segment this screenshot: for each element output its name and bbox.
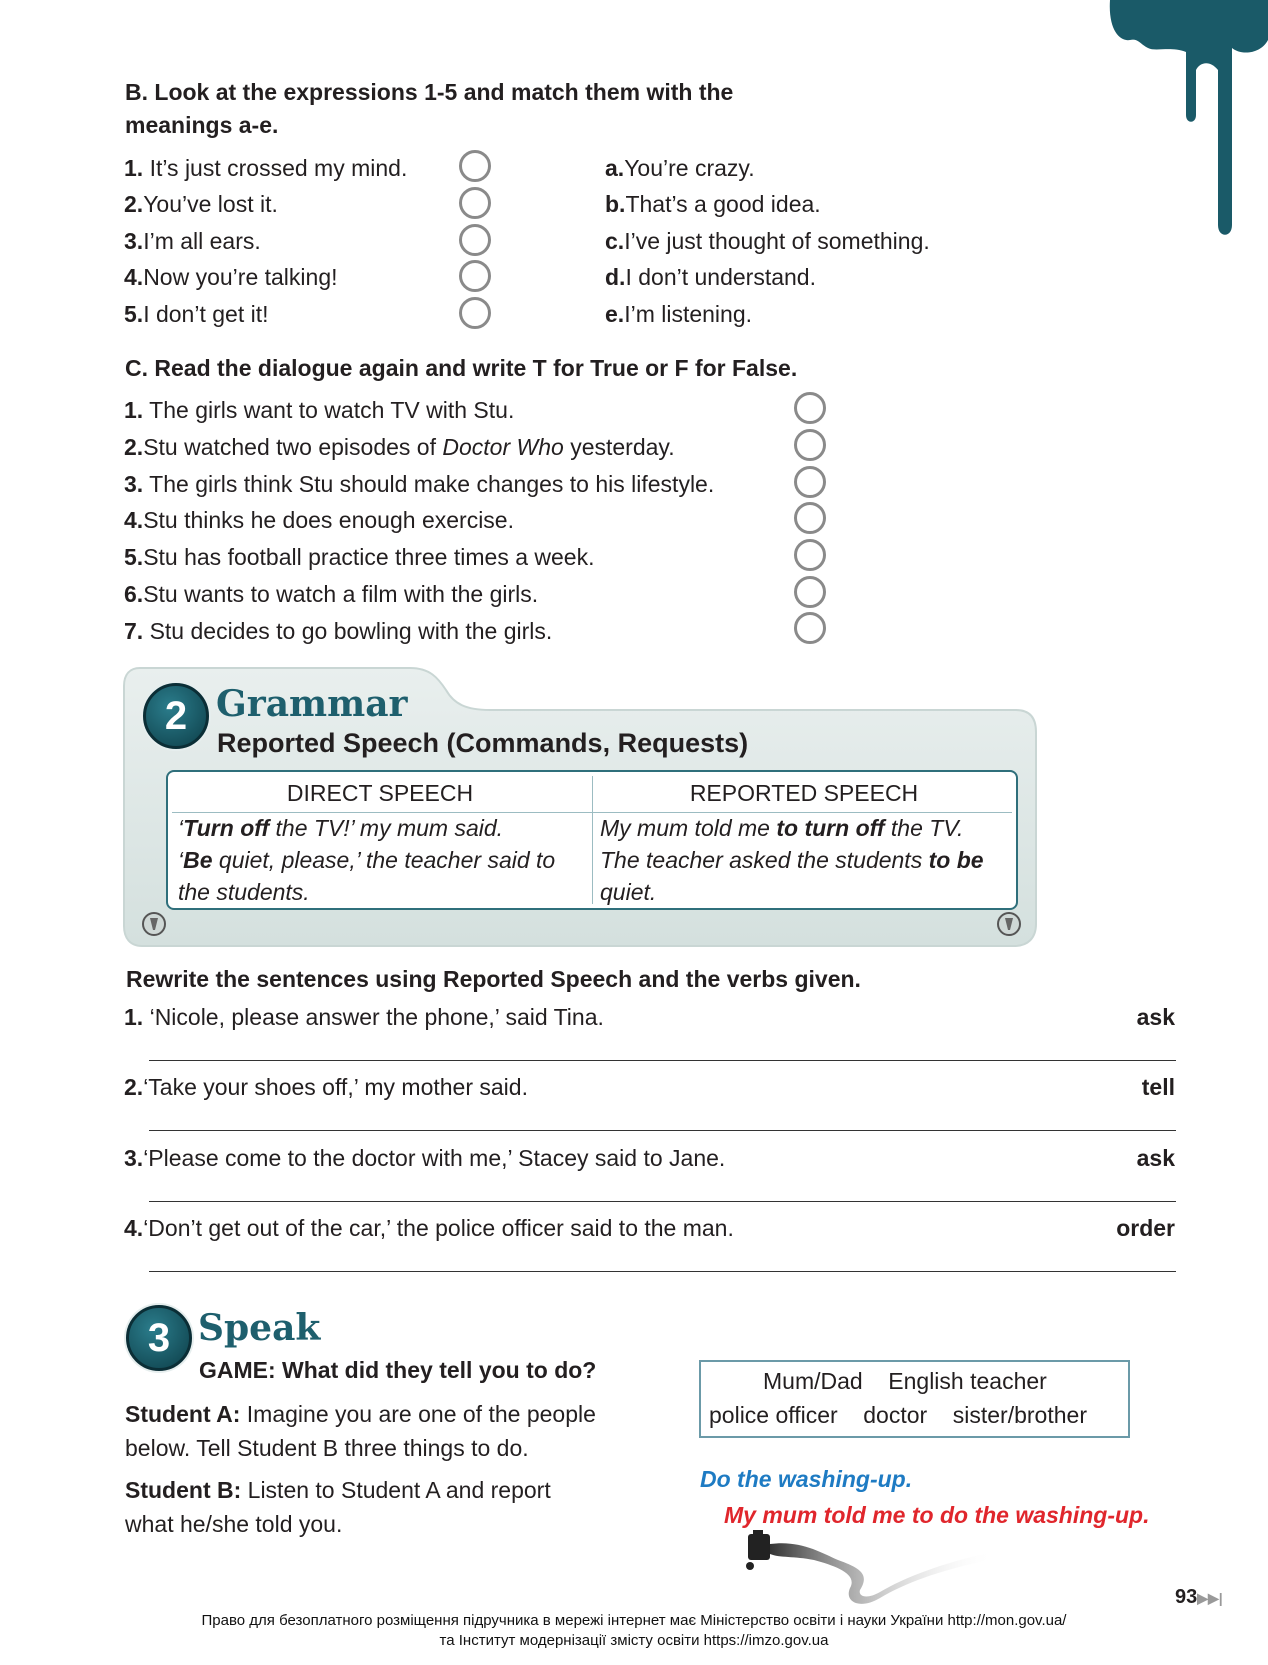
statement-number: 4.	[124, 507, 144, 533]
rewrite-verb: tell	[1141, 1074, 1175, 1100]
highlighted-verb: Be	[183, 847, 213, 873]
rewrite-number: 4.	[124, 1215, 144, 1241]
example-command: Do the washing-up.	[700, 1466, 913, 1492]
reported-speech-example-1	[600, 812, 963, 844]
expression-item	[124, 264, 338, 291]
roles-row-2	[709, 1402, 1087, 1429]
roles-row-1	[763, 1368, 1047, 1395]
rewrite-number: 1.	[124, 1004, 144, 1030]
example-reported: My mum told me to do the washing-up.	[724, 1502, 1150, 1528]
answer-circle[interactable]	[459, 224, 491, 256]
answer-circle[interactable]	[794, 429, 826, 461]
reported-speech-example-2	[600, 844, 984, 908]
role-item: English teacher	[888, 1368, 1047, 1394]
meaning-item	[605, 301, 752, 328]
statement-number: 1.	[124, 397, 144, 423]
statement-number: 7.	[124, 618, 144, 644]
answer-circle[interactable]	[794, 502, 826, 534]
grammar-subtitle: Reported Speech (Commands, Requests)	[217, 728, 749, 758]
student-b-text-line2: what he/she told you.	[125, 1511, 343, 1537]
expression-number: 1.	[124, 155, 144, 181]
statement-title-italic: Doctor Who	[442, 434, 564, 460]
statement-item	[124, 397, 514, 424]
statement-text-after: yesterday.	[563, 434, 675, 460]
student-b-text: Listen to Student A and report	[241, 1477, 551, 1503]
expression-text: You’ve lost it.	[143, 191, 278, 217]
direct-speech-header: DIRECT SPEECH	[286, 780, 474, 806]
rewrite-item	[124, 1215, 734, 1242]
roles-box	[699, 1360, 1130, 1438]
statement-text: Stu wants to watch a film with the girls.	[143, 581, 539, 607]
meaning-text: I’m listening.	[624, 301, 753, 327]
answer-line[interactable]	[149, 1060, 1176, 1061]
student-a-label: Student A:	[125, 1401, 241, 1427]
rewrite-sentence: ‘Nicole, please answer the phone,’ said Tina.	[149, 1004, 604, 1030]
role-item: sister/brother	[952, 1402, 1087, 1428]
student-b-instruction	[125, 1473, 645, 1541]
meaning-letter: b.	[605, 191, 626, 217]
expression-number: 2.	[124, 191, 144, 217]
pushpin-icon	[141, 911, 167, 937]
rewrite-sentence: ‘Don’t get out of the car,’ the police officer said to the man.	[143, 1215, 734, 1241]
statement-item	[124, 434, 675, 461]
statement-text: The girls want to watch TV with Stu.	[149, 397, 515, 423]
answer-circle[interactable]	[794, 612, 826, 644]
meaning-item	[605, 228, 930, 255]
role-item: Mum/Dad	[763, 1368, 863, 1394]
answer-line[interactable]	[149, 1201, 1176, 1202]
highlighted-verb: to be	[928, 847, 984, 873]
highlighted-verb: Turn off	[183, 815, 270, 841]
rewrite-sentence: ‘Please come to the doctor with me,’ Stacey said to Jane.	[143, 1145, 726, 1171]
answer-circle[interactable]	[459, 150, 491, 182]
paint-drip-decoration	[1100, 0, 1268, 240]
answer-line[interactable]	[149, 1130, 1176, 1131]
expression-text: It’s just crossed my mind.	[149, 155, 408, 181]
section-c-heading: C. Read the dialogue again and write T for True or F for False.	[125, 355, 798, 381]
expression-number: 4.	[124, 264, 144, 290]
meaning-text: I’ve just thought of something.	[624, 228, 930, 254]
quote-open: ‘	[178, 847, 184, 873]
rewrite-verb: order	[1116, 1215, 1175, 1241]
rewrite-heading: Rewrite the sentences using Reported Speech and the verbs given.	[126, 966, 861, 992]
section-b-heading-line1: B. Look at the expressions 1-5 and match them with the	[125, 79, 734, 105]
meaning-text: That’s a good idea.	[625, 191, 821, 217]
statement-text: Stu decides to go bowling with the girls.	[149, 618, 553, 644]
answer-circle[interactable]	[794, 392, 826, 424]
highlighted-verb: to turn off	[776, 815, 885, 841]
quote-open: ‘	[178, 815, 184, 841]
expression-item	[124, 301, 269, 328]
pushpin-icon	[996, 911, 1022, 937]
section-b-heading	[125, 76, 733, 142]
answer-line[interactable]	[149, 1271, 1176, 1272]
meaning-item	[605, 155, 755, 182]
statement-number: 3.	[124, 471, 144, 497]
meaning-letter: e.	[605, 301, 625, 327]
rewrite-verb: ask	[1136, 1145, 1175, 1171]
answer-circle[interactable]	[459, 187, 491, 219]
rewrite-item	[124, 1145, 725, 1172]
expression-number: 5.	[124, 301, 144, 327]
statement-number: 2.	[124, 434, 144, 460]
answer-circle[interactable]	[459, 297, 491, 329]
speak-game-title: GAME: What did they tell you to do?	[199, 1357, 597, 1383]
expression-item	[124, 191, 278, 218]
rewrite-sentence: ‘Take your shoes off,’ my mother said.	[143, 1074, 528, 1100]
answer-circle[interactable]	[794, 576, 826, 608]
meaning-letter: a.	[605, 155, 625, 181]
statement-item	[124, 471, 714, 498]
example-start: The teacher asked the students	[600, 847, 929, 873]
example-line2: quiet.	[600, 879, 657, 905]
page-number	[1175, 1586, 1223, 1609]
student-a-text-line2: below. Tell Student B three things to do.	[125, 1435, 529, 1461]
meaning-letter: d.	[605, 264, 626, 290]
rewrite-verb: ask	[1136, 1004, 1175, 1030]
meaning-text: You’re crazy.	[624, 155, 755, 181]
footer-line-1: Право для безоплатного розміщення підручника в мережі інтернет має Міністерство освіти і науки України http://mon.gov.ua/	[201, 1612, 1067, 1629]
speak-title: Speak	[198, 1307, 321, 1349]
answer-circle[interactable]	[794, 466, 826, 498]
statement-item	[124, 581, 538, 608]
expression-text: I don’t get it!	[143, 301, 269, 327]
role-item: doctor	[863, 1402, 928, 1428]
student-a-text: Imagine you are one of the people	[240, 1401, 596, 1427]
page-number-value: 93	[1175, 1586, 1198, 1608]
rewrite-number: 2.	[124, 1074, 144, 1100]
role-item: police officer	[709, 1402, 838, 1428]
expression-item	[124, 228, 261, 255]
student-b-label: Student B:	[125, 1477, 242, 1503]
student-a-instruction	[125, 1397, 645, 1465]
expression-text: Now you’re talking!	[143, 264, 338, 290]
statement-item	[124, 507, 514, 534]
meaning-text: I don’t understand.	[625, 264, 816, 290]
grammar-section-number-badge: 2	[143, 683, 209, 749]
example-rest: the TV!’ my mum said.	[269, 815, 504, 841]
example-start: My mum told me	[600, 815, 777, 841]
rewrite-number: 3.	[124, 1145, 144, 1171]
section-b-heading-line2: meanings a-e.	[125, 112, 279, 138]
statement-number: 6.	[124, 581, 144, 607]
grammar-table	[166, 770, 1018, 910]
statement-item	[124, 618, 552, 645]
expression-number: 3.	[124, 228, 144, 254]
statement-item	[124, 544, 594, 571]
statement-text-before: Stu watched two episodes of	[143, 434, 443, 460]
example-rest: quiet, please,’ the teacher said to	[212, 847, 556, 873]
statement-text: The girls think Stu should make changes to his lifestyle.	[149, 471, 715, 497]
reported-speech-header: REPORTED SPEECH	[689, 780, 919, 806]
meaning-letter: c.	[605, 228, 625, 254]
statement-text: Stu has football practice three times a week.	[143, 544, 595, 570]
rewrite-item	[124, 1074, 528, 1101]
statement-text: Stu thinks he does enough exercise.	[143, 507, 514, 533]
answer-circle[interactable]	[459, 260, 491, 292]
direct-speech-example-1	[178, 812, 503, 844]
grammar-title: Grammar	[216, 683, 408, 725]
meaning-item	[605, 191, 821, 218]
example-line2: the students.	[178, 879, 310, 905]
speak-section-number-badge: 3	[126, 1305, 192, 1371]
fast-forward-icon: ▶▶|	[1197, 1590, 1223, 1606]
direct-speech-example-2	[178, 844, 555, 908]
statement-number: 5.	[124, 544, 144, 570]
expression-item	[124, 155, 407, 182]
example-rest: the TV.	[884, 815, 964, 841]
rewrite-item	[124, 1004, 604, 1031]
answer-circle[interactable]	[794, 539, 826, 571]
footer-line-2: та Інститут модернізації змісту освіти https://imzo.gov.ua	[439, 1632, 829, 1649]
spray-paint-decoration	[740, 1530, 1000, 1610]
expression-text: I’m all ears.	[143, 228, 261, 254]
meaning-item	[605, 264, 816, 291]
